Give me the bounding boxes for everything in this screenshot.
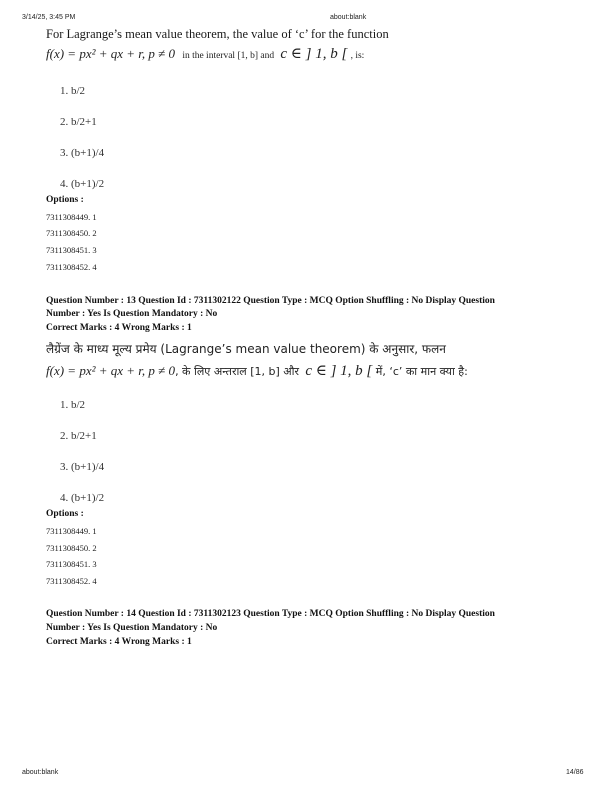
q13-choice-2: 2. b/2+1 bbox=[60, 430, 97, 442]
q13-choice-4: 4. (b+1)/2 bbox=[60, 492, 105, 504]
q12-stem-mid: in the interval [1, b] and bbox=[182, 51, 275, 61]
q12-formula: f(x) = px² + qx + r, p ≠ 0 bbox=[46, 46, 176, 61]
q14-meta-line1: Question Number : 14 Question Id : 7311302123 Question Type : MCQ Option Shuffling : No Display Question bbox=[46, 609, 495, 619]
q12-choice-1: 1. b/2 bbox=[60, 85, 86, 97]
q12-stem-end: , is: bbox=[350, 51, 365, 61]
q13-hindi-end: में, ‘c’ का मान क्या है: bbox=[372, 365, 468, 378]
q14-meta-line2: Number : Yes Is Question Mandatory : No bbox=[46, 623, 218, 633]
print-page-number: 14/86 bbox=[566, 769, 584, 776]
q13-hindi-line1: लैग्रेंज के माध्य मूल्य प्रमेय (Lagrange’s mean value theorem) के अनुसार, फलन bbox=[46, 342, 446, 356]
q13-hindi-mid: , के लिए अन्तराल [1, b] और bbox=[175, 365, 300, 378]
q12-option-id-3: 7311308451. 3 bbox=[46, 245, 97, 255]
q13-option-id-2: 7311308450. 2 bbox=[46, 543, 97, 553]
q12-choice-3: 3. (b+1)/4 bbox=[60, 147, 105, 159]
q12-stem-line2 bbox=[46, 44, 364, 63]
q13-meta-line3: Correct Marks : 4 Wrong Marks : 1 bbox=[46, 323, 192, 333]
q13-option-id-1: 7311308449. 1 bbox=[46, 526, 97, 536]
print-footer-url: about:blank bbox=[22, 769, 59, 776]
q13-meta-line1: Question Number : 13 Question Id : 7311302122 Question Type : MCQ Option Shuffling : No Display Question bbox=[46, 296, 495, 306]
q12-options-label: Options : bbox=[46, 195, 84, 205]
q12-choice-4: 4. (b+1)/2 bbox=[60, 178, 105, 190]
q13-option-id-3: 7311308451. 3 bbox=[46, 559, 97, 569]
q13-membership: c ∈ ] 1, b [ bbox=[305, 363, 373, 379]
q12-option-id-4: 7311308452. 4 bbox=[46, 262, 97, 272]
q13-formula: f(x) = px² + qx + r, p ≠ 0 bbox=[46, 363, 176, 378]
q13-meta-line2: Number : Yes Is Question Mandatory : No bbox=[46, 309, 218, 319]
q13-option-id-4: 7311308452. 4 bbox=[46, 576, 97, 586]
q14-meta-line3: Correct Marks : 4 Wrong Marks : 1 bbox=[46, 637, 192, 647]
q12-option-id-1: 7311308449. 1 bbox=[46, 212, 97, 222]
q13-choice-3: 3. (b+1)/4 bbox=[60, 461, 105, 473]
q13-hindi-line2 bbox=[46, 361, 468, 380]
q12-membership: c ∈ ] 1, b [ bbox=[280, 46, 348, 62]
q13-options-label: Options : bbox=[46, 509, 84, 519]
q13-choice-1: 1. b/2 bbox=[60, 399, 86, 411]
q12-stem-line1: For Lagrange’s mean value theorem, the value of ‘c’ for the function bbox=[46, 27, 389, 41]
print-page-title: about:blank bbox=[330, 14, 367, 21]
print-datetime: 3/14/25, 3:45 PM bbox=[22, 14, 76, 21]
q12-option-id-2: 7311308450. 2 bbox=[46, 228, 97, 238]
q12-choice-2: 2. b/2+1 bbox=[60, 116, 97, 128]
